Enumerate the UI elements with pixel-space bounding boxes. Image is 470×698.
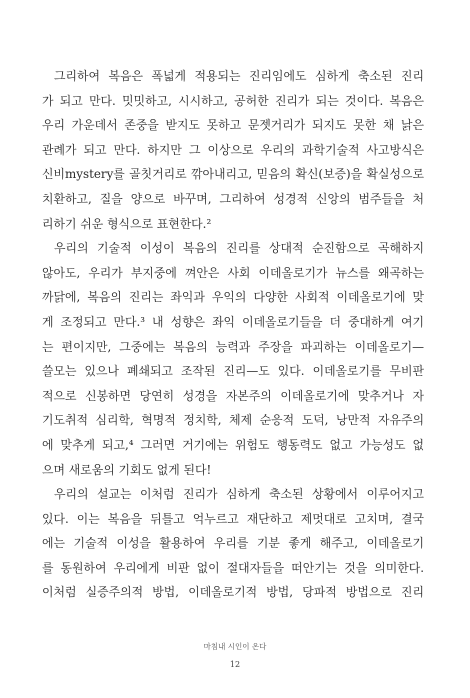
running-footer-title: 마침내 시인이 온다 xyxy=(203,642,267,651)
text-line: 우리 가운데서 존중을 받지도 못하고 문젯거리가 되지도 못한 채 낡은 xyxy=(42,118,424,133)
text-line: 우리의 기술적 이성이 복음의 진리를 상대적 순진함으로 곡해하지 xyxy=(54,241,424,256)
text-line: 그리하여 복음은 폭넓게 적용되는 진리임에도 심하게 축소된 진리 xyxy=(54,69,424,83)
text-line: 이처럼 실증주의적 방법, 이데올로기적 방법, 당파적 방법으로 진리 xyxy=(42,585,424,600)
text-line: 우리의 설교는 이처럼 진리가 심하게 축소된 상황에서 이루어지고 xyxy=(54,487,424,502)
paragraph-1 xyxy=(42,64,424,236)
text-line: 적으로 신봉하면 당연히 성경을 자본주의 이데올로기에 맞추거나 자 xyxy=(42,388,424,403)
text-line: 쓸모는 있으나 폐쇄되고 조작된 진리—도 있다. 이데올로기를 무비판 xyxy=(42,364,424,379)
text-line: 리하기 쉬운 형식으로 표현한다.² xyxy=(42,216,212,231)
text-line: 까닭에, 복음의 진리는 좌익과 우익의 다양한 사회적 이데올로기에 맞 xyxy=(42,290,424,305)
text-line: 으며 새로움의 기회도 없게 된다! xyxy=(42,462,212,477)
text-line: 기도취적 심리학, 혁명적 정치학, 체제 순응적 도덕, 낭만적 자유주의 xyxy=(42,413,424,428)
text-line: 치환하고, 질을 양으로 바꾸며, 그리하여 성경적 신앙의 범주들을 처 xyxy=(42,191,424,206)
page-number: 12 xyxy=(229,660,241,669)
text-line: 있다. 이는 복음을 뒤틀고 억누르고 재단하고 제멋대로 고치며, 결국 xyxy=(42,511,424,526)
paragraph-2 xyxy=(42,236,424,482)
text-line: 않아도, 우리가 부지중에 껴안은 사회 이데올로기가 뉴스를 왜곡하는 xyxy=(42,265,424,280)
text-line: 는 편이지만, 그중에는 복음의 능력과 주장을 파괴하는 이데올로기— xyxy=(42,339,424,354)
text-line: 를 동원하여 우리에게 비판 없이 절대자들을 떠안기는 것을 의미한다. xyxy=(42,560,424,575)
text-line: 게 조정되고 만다.³ 내 성향은 좌익 이데올로기들을 더 중대하게 여기 xyxy=(42,314,424,329)
text-line: 관례가 되고 만다. 하지만 그 이상으로 우리의 과학기술적 사고방식은 xyxy=(42,142,424,157)
text-line: 에는 기술적 이성을 활용하여 우리를 기분 좋게 해주고, 이데올로기 xyxy=(42,536,424,551)
body-text xyxy=(42,64,424,605)
text-line: 신비mystery를 골칫거리로 깎아내리고, 믿음의 확신(보증)을 확실성으로 xyxy=(42,167,424,182)
text-line: 가 되고 만다. 밋밋하고, 시시하고, 공허한 진리가 되는 것이다. 복음은 xyxy=(42,93,424,108)
paragraph-3 xyxy=(42,482,424,605)
text-line: 에 맞추게 되고,⁴ 그러면 거기에는 위험도 행동력도 없고 가능성도 없 xyxy=(42,437,424,452)
